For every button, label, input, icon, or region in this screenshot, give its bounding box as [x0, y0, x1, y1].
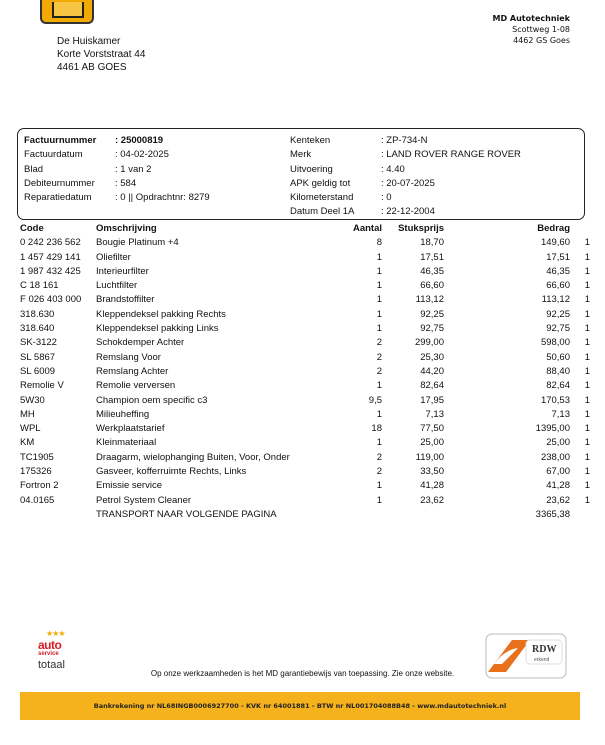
- row-amount: 113,12: [541, 294, 570, 306]
- as-auto: auto: [38, 638, 62, 652]
- label-repair-date: Reparatiedatum: [24, 192, 92, 204]
- row-description: Remslang Achter: [96, 365, 169, 377]
- row-vat-code: 1: [584, 351, 590, 363]
- row-unit-price: 92,25: [420, 308, 444, 320]
- row-quantity: 2: [376, 351, 382, 363]
- transport-label: TRANSPORT NAAR VOLGENDE PAGINA: [96, 508, 277, 520]
- row-quantity: 1: [376, 480, 382, 492]
- label-invoice-number: Factuurnummer: [24, 135, 97, 146]
- label-apk: APK geldig tot: [290, 177, 351, 189]
- label-version: Uitvoering: [290, 163, 333, 175]
- value-invoice-number: : 25000819: [115, 135, 164, 146]
- row-description: Draagarm, wielophanging Buiten, Voor, Onder: [96, 451, 290, 463]
- row-description: Remslang Voor: [96, 351, 161, 363]
- row-description: Bougie Platinum +4: [96, 237, 179, 249]
- row-quantity: 1: [376, 437, 382, 449]
- row-vat-code: 1: [584, 494, 590, 506]
- header-code: Code: [20, 223, 44, 234]
- row-vat-code: 1: [584, 451, 590, 463]
- table-row: [20, 308, 590, 322]
- row-amount: 598,00: [540, 337, 570, 349]
- row-unit-price: 25,00: [420, 437, 444, 449]
- row-unit-price: 92,75: [420, 323, 444, 335]
- table-row: [20, 365, 590, 379]
- row-code: SL 5867: [20, 351, 56, 363]
- value-invoice-date: : 04-02-2025: [115, 149, 169, 161]
- row-description: Schokdemper Achter: [96, 337, 185, 349]
- row-quantity: 2: [376, 451, 382, 463]
- row-amount: 82,64: [546, 380, 570, 392]
- row-description: Gasveer, kofferruimte Rechts, Links: [96, 466, 247, 478]
- row-amount: 88,40: [546, 365, 570, 377]
- row-unit-price: 82,64: [420, 380, 444, 392]
- row-quantity: 2: [376, 337, 382, 349]
- table-row: [20, 408, 590, 422]
- row-vat-code: 1: [584, 408, 590, 420]
- row-unit-price: 18,70: [420, 237, 444, 249]
- row-description: Emissie service: [96, 480, 162, 492]
- label-invoice-date: Factuurdatum: [24, 149, 83, 161]
- row-quantity: 1: [376, 280, 382, 292]
- row-description: Interieurfilter: [96, 265, 149, 277]
- row-description: Luchtfilter: [96, 280, 138, 292]
- row-amount: 46,35: [546, 265, 570, 277]
- invoice-right-values: [381, 134, 521, 220]
- row-quantity: 18: [371, 423, 382, 435]
- company-street: Scottweg 1-08: [512, 25, 570, 34]
- invoice-right-labels: [290, 134, 354, 220]
- row-code: C 18 161: [20, 280, 59, 292]
- row-description: Brandstoffilter: [96, 294, 155, 306]
- rdw-text: RDW: [532, 644, 557, 655]
- row-vat-code: 1: [584, 237, 590, 249]
- value-version: : 4.40: [381, 163, 405, 175]
- row-unit-price: 23,62: [420, 494, 444, 506]
- row-vat-code: 1: [584, 423, 590, 435]
- as-totaal: totaal: [38, 659, 65, 671]
- row-description: Kleppendeksel pakking Rechts: [96, 308, 226, 320]
- row-amount: 92,25: [546, 308, 570, 320]
- row-description: Kleppendeksel pakking Links: [96, 323, 219, 335]
- row-code: Fortron 2: [20, 480, 59, 492]
- row-quantity: 2: [376, 365, 382, 377]
- row-vat-code: 1: [584, 323, 590, 335]
- row-unit-price: 66,60: [420, 280, 444, 292]
- row-unit-price: 119,00: [415, 451, 444, 463]
- row-quantity: 1: [376, 408, 382, 420]
- table-row: [20, 351, 590, 365]
- table-row: [20, 279, 590, 293]
- row-quantity: 9,5: [368, 394, 382, 406]
- row-unit-price: 113,12: [415, 294, 444, 306]
- row-code: 04.0165: [20, 494, 55, 506]
- row-amount: 23,62: [546, 494, 570, 506]
- row-code: 175326: [20, 466, 52, 478]
- table-row: [20, 451, 590, 465]
- row-description: Remolie verversen: [96, 380, 176, 392]
- bank-bar: Bankrekening nr NL68INGB0006927700 - KVK nr 64001881 - BTW nr NL001704088B48 - www.mdautotechniek.nl: [20, 692, 580, 720]
- row-code: SL 6009: [20, 365, 56, 377]
- row-unit-price: 7,13: [425, 408, 444, 420]
- row-unit-price: 33,50: [420, 466, 444, 478]
- invoice-left-labels: [24, 134, 96, 205]
- table-row: [20, 379, 590, 393]
- line-items-table: [20, 222, 590, 522]
- row-code: F 026 403 000: [20, 294, 82, 306]
- customer-city: 4461 AB GOES: [57, 62, 127, 73]
- guarantee-text: Op onze werkzaamheden is het MD garantiebewijs van toepassing. Zie onze website.: [150, 669, 455, 678]
- row-code: KM: [20, 437, 35, 449]
- row-description: Champion oem specific c3: [96, 394, 208, 406]
- label-brand: Merk: [290, 149, 312, 161]
- table-row: [20, 479, 590, 493]
- value-debtor: : 584: [115, 177, 137, 189]
- row-amount: 41,28: [546, 480, 570, 492]
- transport-amount: 3365,38: [535, 508, 570, 520]
- customer-name: De Huiskamer: [57, 36, 121, 47]
- row-code: 1 987 432 425: [20, 265, 81, 277]
- row-amount: 149,60: [540, 237, 570, 249]
- row-description: Petrol System Cleaner: [96, 494, 192, 506]
- table-row: [20, 494, 590, 508]
- table-row: [20, 436, 590, 450]
- table-row: [20, 422, 590, 436]
- row-vat-code: 1: [584, 251, 590, 263]
- autoservice-totaal-logo: [30, 626, 84, 671]
- row-code: 5W30: [20, 394, 45, 406]
- row-vat-code: 1: [584, 294, 590, 306]
- row-quantity: 2: [376, 466, 382, 478]
- row-code: 1 457 429 141: [20, 251, 81, 263]
- company-name: MD Autotechniek: [492, 14, 570, 23]
- row-description: Oliefilter: [96, 251, 131, 263]
- row-unit-price: 17,95: [420, 394, 444, 406]
- row-quantity: 1: [376, 380, 382, 392]
- value-page: : 1 van 2: [115, 163, 152, 175]
- row-code: 0 242 236 562: [20, 237, 81, 249]
- value-license-plate: : ZP-734-N: [381, 135, 428, 146]
- row-quantity: 1: [376, 251, 382, 263]
- row-code: 318.630: [20, 308, 55, 320]
- table-row: [20, 322, 590, 336]
- row-code: WPL: [20, 423, 41, 435]
- row-quantity: 8: [376, 237, 382, 249]
- value-repair-date: : 0 || Opdrachtnr: 8279: [115, 192, 210, 204]
- table-row: [20, 465, 590, 479]
- customer-street: Korte Vorststraat 44: [57, 49, 146, 60]
- label-license-plate: Kenteken: [290, 135, 331, 146]
- row-unit-price: 17,51: [420, 251, 444, 263]
- row-code: Remolie V: [20, 380, 64, 392]
- row-code: MH: [20, 408, 35, 420]
- row-unit-price: 46,35: [420, 265, 444, 277]
- row-unit-price: 25,30: [420, 351, 444, 363]
- invoice-left-values: [115, 134, 210, 205]
- row-quantity: 1: [376, 265, 382, 277]
- row-quantity: 1: [376, 494, 382, 506]
- row-code: 318.640: [20, 323, 55, 335]
- row-amount: 7,13: [551, 408, 570, 420]
- row-code: TC1905: [20, 451, 54, 463]
- label-mileage: Kilometerstand: [290, 192, 354, 204]
- row-vat-code: 1: [584, 437, 590, 449]
- row-vat-code: 1: [584, 394, 590, 406]
- header-amount: Bedrag: [537, 223, 570, 234]
- row-quantity: 1: [376, 323, 382, 335]
- transport-row: [20, 508, 590, 522]
- as-service: service: [38, 651, 59, 657]
- row-amount: 92,75: [546, 323, 570, 335]
- row-unit-price: 299,00: [414, 337, 444, 349]
- table-row: [20, 336, 590, 350]
- header-quantity: Aantal: [352, 223, 382, 234]
- row-amount: 66,60: [546, 280, 570, 292]
- row-unit-price: 44,20: [420, 365, 444, 377]
- label-page: Blad: [24, 163, 44, 175]
- row-vat-code: 1: [584, 337, 590, 349]
- table-row: [20, 236, 590, 250]
- value-date-1a: : 22-12-2004: [381, 206, 435, 218]
- header-unit-price: Stuksprijs: [398, 223, 444, 234]
- table-header: [20, 222, 590, 236]
- row-vat-code: 1: [584, 280, 590, 292]
- row-vat-code: 1: [584, 466, 590, 478]
- company-logo: [40, 0, 94, 24]
- row-unit-price: 77,50: [420, 423, 444, 435]
- label-date-1a: Datum Deel 1A: [290, 206, 355, 218]
- row-vat-code: 1: [584, 265, 590, 277]
- row-code: SK-3122: [20, 337, 57, 349]
- value-mileage: : 0: [381, 192, 392, 204]
- company-address: [493, 13, 570, 46]
- row-amount: 238,00: [540, 451, 570, 463]
- row-description: Kleinmateriaal: [96, 437, 157, 449]
- row-description: Werkplaatstarief: [96, 423, 165, 435]
- row-amount: 1395,00: [535, 423, 570, 435]
- table-row: [20, 394, 590, 408]
- row-amount: 170,53: [540, 394, 570, 406]
- row-quantity: 1: [376, 308, 382, 320]
- row-amount: 50,60: [546, 351, 570, 363]
- row-amount: 67,00: [546, 466, 570, 478]
- table-row: [20, 293, 590, 307]
- company-city: 4462 GS Goes: [513, 36, 570, 45]
- table-row: [20, 251, 590, 265]
- row-vat-code: 1: [584, 380, 590, 392]
- row-quantity: 1: [376, 294, 382, 306]
- row-vat-code: 1: [584, 365, 590, 377]
- header-description: Omschrijving: [96, 223, 157, 234]
- rdw-sub: erkend: [534, 657, 550, 663]
- customer-address: [57, 35, 145, 74]
- value-brand: : LAND ROVER RANGE ROVER: [381, 149, 521, 161]
- row-vat-code: 1: [584, 308, 590, 320]
- label-debtor: Debiteurnummer: [24, 177, 95, 189]
- stars-icon: ★★★: [46, 629, 65, 638]
- row-vat-code: 1: [584, 480, 590, 492]
- row-unit-price: 41,28: [420, 480, 444, 492]
- table-row: [20, 265, 590, 279]
- row-description: Milieuheffing: [96, 408, 150, 420]
- value-apk: : 20-07-2025: [381, 177, 435, 189]
- row-amount: 25,00: [546, 437, 570, 449]
- row-amount: 17,51: [546, 251, 570, 263]
